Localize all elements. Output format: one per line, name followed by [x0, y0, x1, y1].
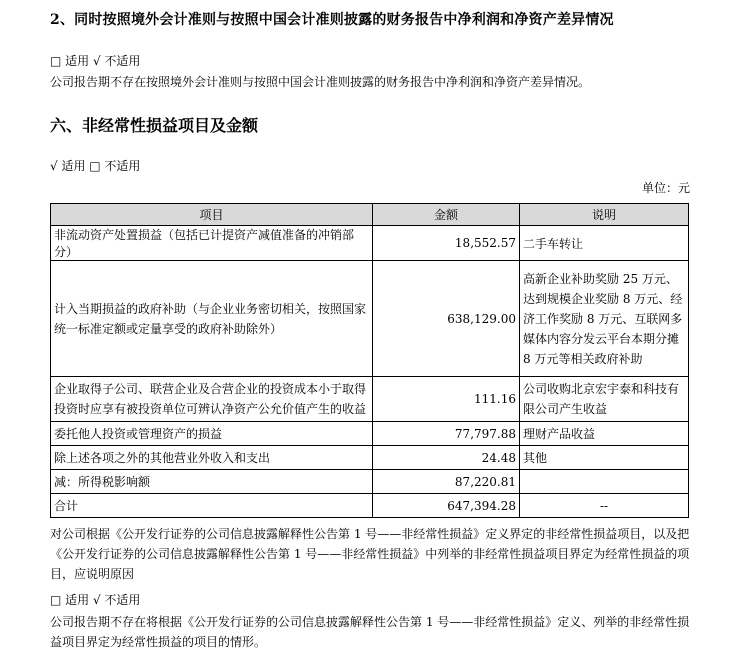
section-6-heading: 六、非经常性损益项目及金额 [50, 116, 259, 135]
row-amount: 87,220.81 [373, 470, 520, 494]
row-amount: 24.48 [373, 446, 520, 470]
section-6-option-line: √ 适用 □ 不适用 [50, 159, 141, 173]
section-2-note: 公司报告期不存在按照境外会计准则与按照中国会计准则披露的财务报告中净利润和净资产差异情况。 [50, 75, 591, 89]
unit-label: 单位：元 [641, 181, 690, 195]
section-6-option-line-2: □ 适用 √ 不适用 [50, 593, 141, 607]
table-header-row [51, 204, 689, 226]
section-2-option-line: □ 适用 √ 不适用 [50, 54, 141, 68]
header-note: 说明 [520, 204, 689, 226]
row-note: 公司收购北京宏宇泰和科技有限公司产生收益 [520, 377, 689, 422]
table-row [51, 470, 689, 494]
row-amount: 77,797.88 [373, 422, 520, 446]
table-row [51, 446, 689, 470]
table-row-total [51, 494, 689, 518]
header-item: 项目 [51, 204, 373, 226]
row-item: 除上述各项之外的其他营业外收入和支出 [51, 446, 373, 470]
table-row [51, 226, 689, 261]
row-item: 企业取得子公司、联营企业及合营企业的投资成本小于取得投资时应享有被投资单位可辨认净资产公允价值产生的收益 [51, 377, 373, 422]
row-item: 计入当期损益的政府补助（与企业业务密切相关，按照国家统一标准定额或定量享受的政府补助除外） [51, 261, 373, 377]
row-note: 二手车转让 [520, 226, 689, 261]
section-2-heading: 2、同时按照境外会计准则与按照中国会计准则披露的财务报告中净利润和净资产差异情况 [50, 12, 614, 28]
explanation-paragraph: 对公司根据《公开发行证券的公司信息披露解释性公告第 1 号——非经常性损益》定义界定的非经常性损益项目，以及把《公开发行证券的公司信息披露解释性公告第 1 号——非经常性损益》中列举的非经常性损益项目界定为经常性损益的项目，应说明原因 [50, 527, 690, 581]
row-item: 委托他人投资或管理资产的损益 [51, 422, 373, 446]
row-amount: 647,394.28 [373, 494, 520, 518]
row-note: -- [520, 494, 689, 518]
table-row [51, 261, 689, 377]
row-note: 高新企业补助奖励 25 万元、达到规模企业奖励 8 万元、经济工作奖励 8 万元、互联网多媒体内容分发云平台本期分摊 8 万元等相关政府补助 [520, 261, 689, 377]
row-note: 其他 [520, 446, 689, 470]
row-note: 理财产品收益 [520, 422, 689, 446]
row-amount: 18,552.57 [373, 226, 520, 261]
table-row [51, 422, 689, 446]
final-note: 公司报告期不存在将根据《公开发行证券的公司信息披露解释性公告第 1 号——非经常性损益》定义、列举的非经常性损益项目界定为经常性损益的项目的情形。 [50, 615, 690, 649]
table-row [51, 377, 689, 422]
row-amount: 111.16 [373, 377, 520, 422]
row-item: 合计 [51, 494, 373, 518]
row-amount: 638,129.00 [373, 261, 520, 377]
row-item: 非流动资产处置损益（包括已计提资产减值准备的冲销部分） [51, 226, 373, 261]
row-note [520, 470, 689, 494]
row-item: 减：所得税影响额 [51, 470, 373, 494]
non-recurring-items-table [50, 203, 689, 518]
header-amount: 金额 [373, 204, 520, 226]
